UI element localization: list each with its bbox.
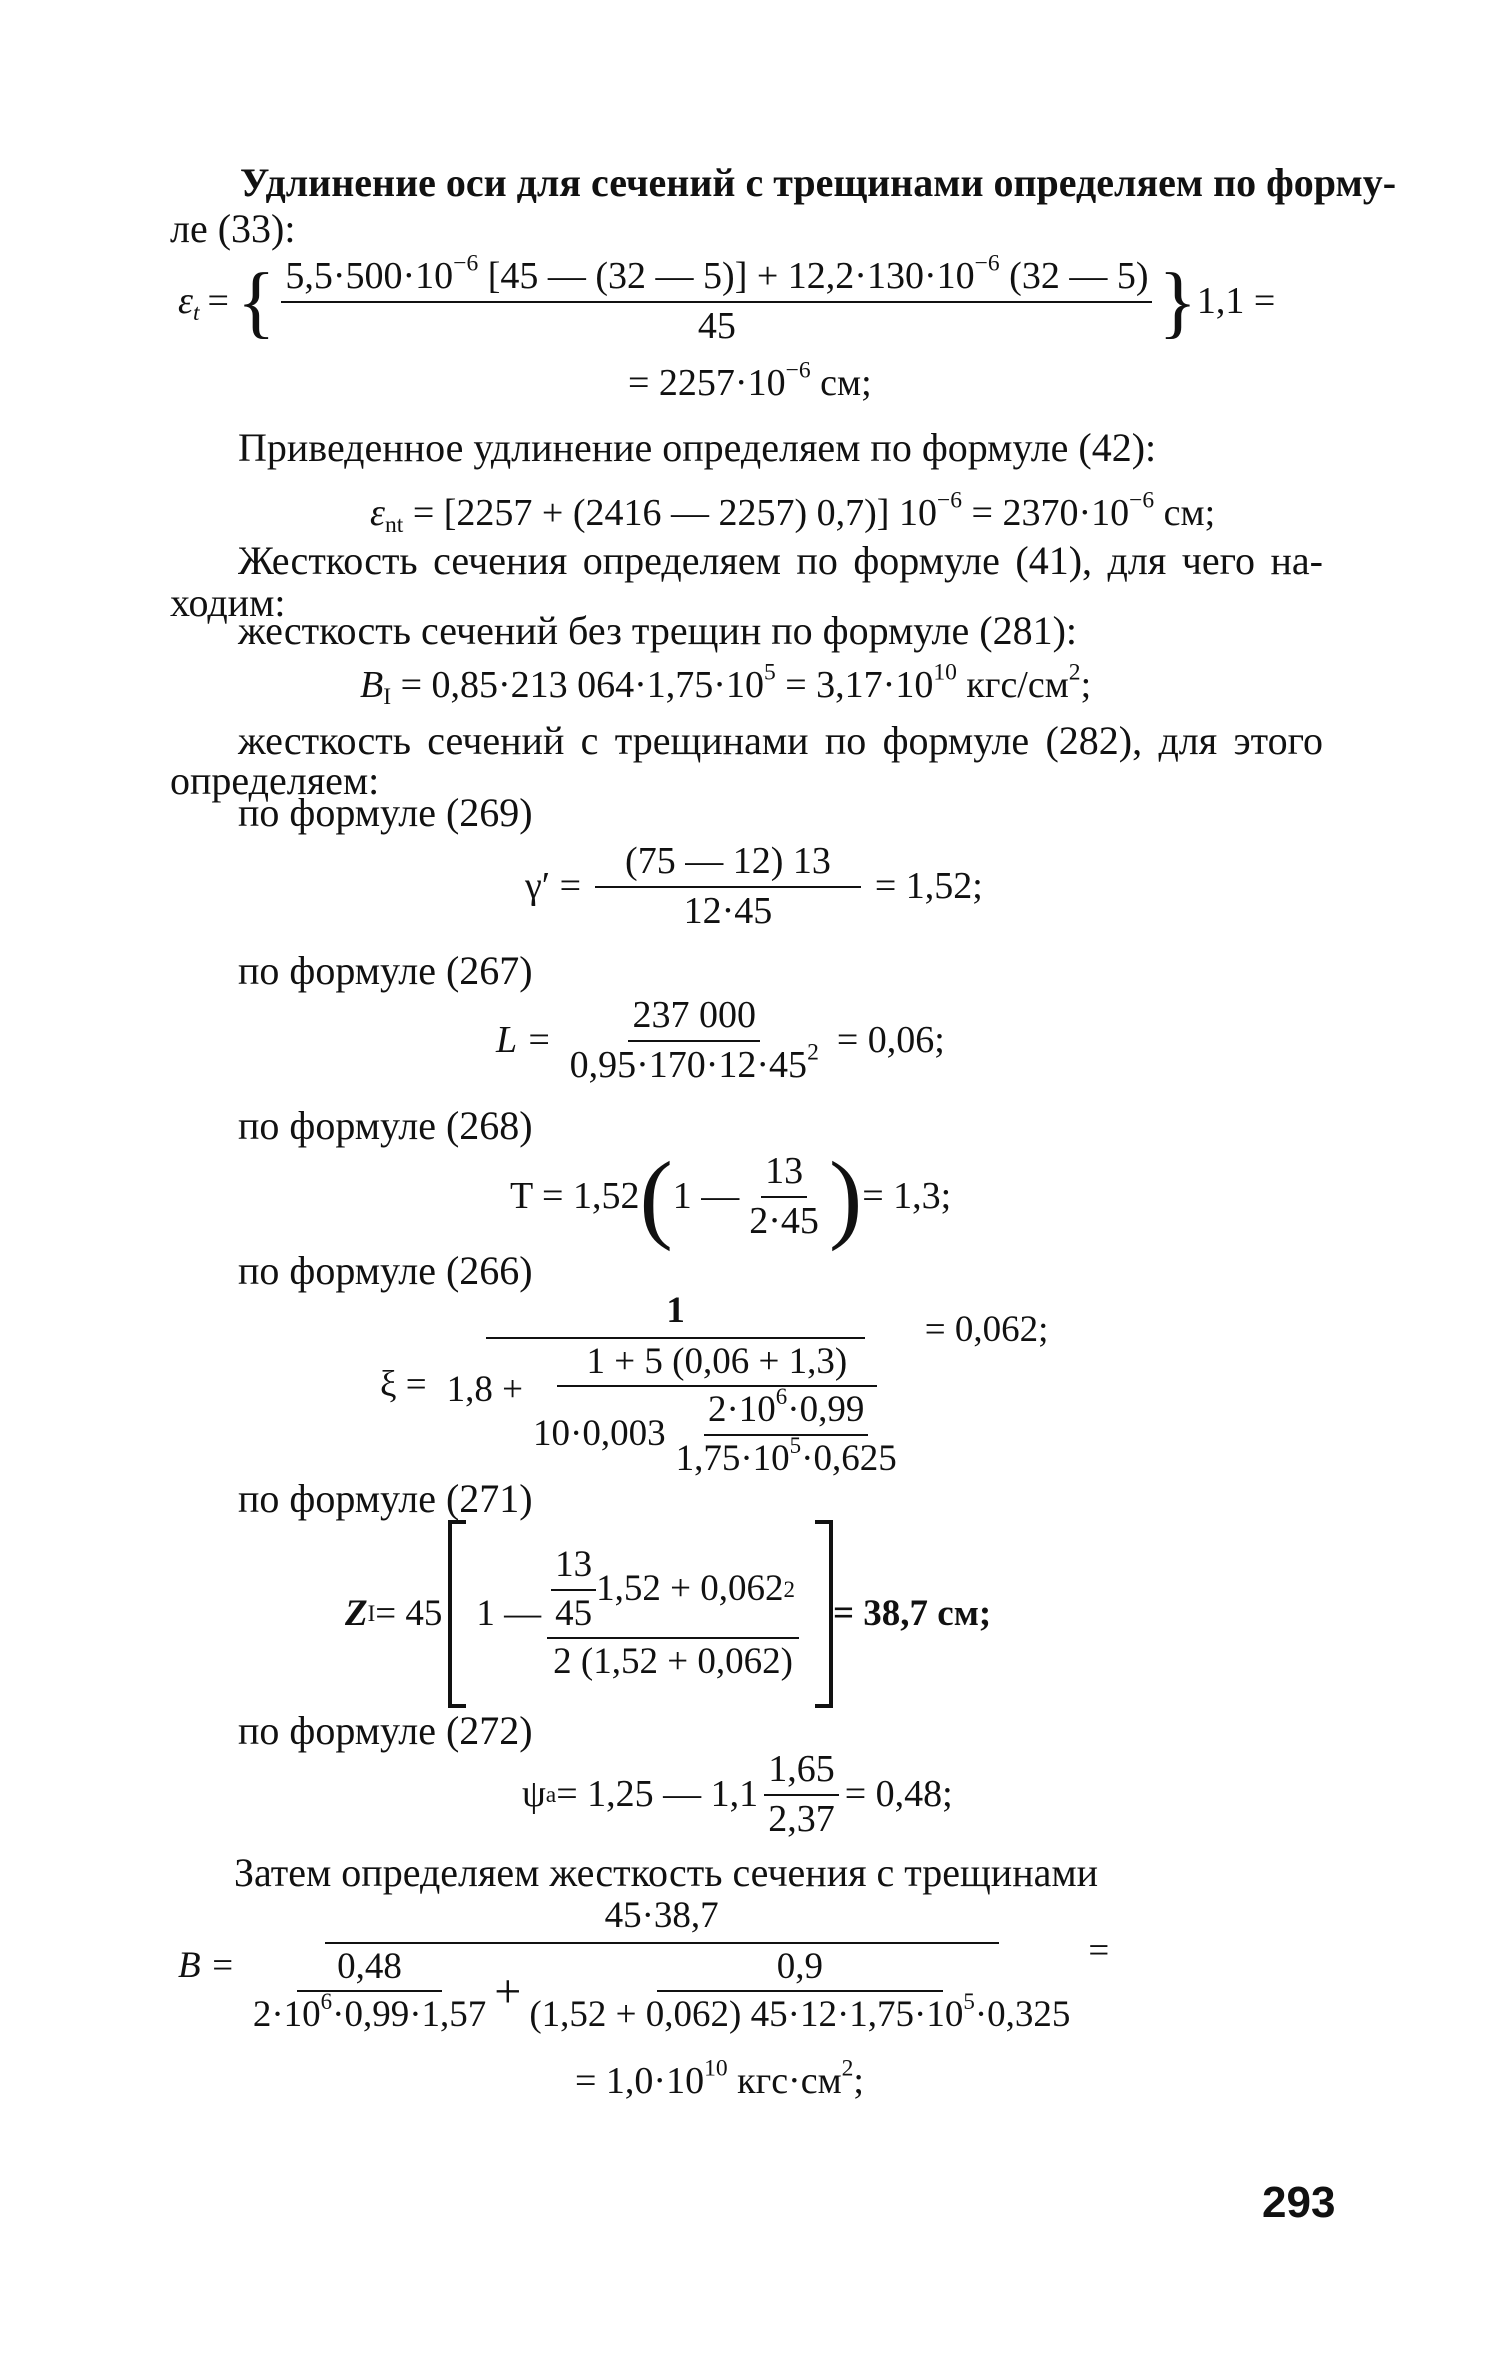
equation-T: T = 1,52 ( 1 — $\frac{13}{2\cdot 45}$ ) = 1,3; — [510, 1140, 952, 1252]
equation-xi: ξ = 1 1,8 + 1 + 5 (0,06 + 1,3) 10·0,003 $\frac{2\cdot 10^6\cdot 0,99}{1,75\cdot 10^5\cdot 0,625}$ = 0,062; — [380, 1290, 1049, 1479]
paragraph-stiffness-no-cracks: жесткость сечений без трещин по формуле (281): — [238, 608, 1078, 653]
eq-tail: 1,1 = — [1196, 279, 1276, 322]
page-number: 293 — [1262, 2178, 1336, 2227]
numerator: $5,5\cdot 500\cdot 10^{-6}$ [45 — (32 — $5)] + 12,2\cdot 130\cdot 10^{-6}$ (32 — 5) — [281, 255, 1152, 303]
text-line: Удлинение оси для сечений с трещинами определяем по форму- — [240, 160, 1397, 205]
numerator: 1 — [486, 1290, 865, 1339]
numerator: 13 — [761, 1150, 807, 1198]
bracket-left — [448, 1520, 466, 1708]
label-formula-271: по формуле (271) — [238, 1476, 533, 1521]
inner-numerator: 1 + 5 (0,06 + 1,3) — [557, 1341, 878, 1388]
equation-Z: Z I = 45 1 — $\frac{13}{45}$ 1,52 + 0,062 2 2 (1,52 + 0,062) = 38,7 см; — [345, 1520, 991, 1708]
label-formula-267: по формуле (267) — [238, 948, 533, 993]
equation-reduced-elongation: $\varepsilon_{nt} = [2257 + (2416$ — 2257) 0,7)] $10^{-6} = 2370\cdot 10^{-6}$ см; — [370, 487, 1216, 539]
paren-left: ( — [639, 1140, 673, 1252]
denominator: 2 (1,52 + 0,062) — [553, 1641, 793, 1683]
fraction — [281, 250, 1152, 348]
term-b: $\frac{0,9}{(1,52 + 0,062) 45\cdot 12\cdot 1,75\cdot 10^5\cdot 0,325}$ — [529, 1945, 1071, 2036]
equation-elongation — [178, 250, 1276, 348]
paragraph-reduced-elongation: Приведенное удлинение определяем по формуле (42): — [238, 425, 1157, 470]
fraction — [745, 1150, 823, 1243]
eq-symbol: $\varepsilon_t$ — [178, 279, 200, 326]
paragraph-axis-elongation — [240, 160, 1397, 206]
equation-B: B = 45·38,7 $\frac{0,48}{2\cdot 10^6\cdot 0,99\cdot 1,57}$ + $\frac{0,9}{(1,52 + 0,062) 45\cdot 12\cdot 1,75\cdot 10^5\cdot 0,325}$ = — [178, 1895, 1110, 2036]
numerator: (75 — 12) 13 — [595, 840, 861, 888]
denominator: 1,8 + 1 + 5 (0,06 + 1,3) 10·0,003 $\frac{2\cdot 10^6\cdot 0,99}{1,75\cdot 10^5\cdot 0,625}$ — [443, 1339, 909, 1481]
equation-stiffness-no-cracks: $B_I = 0,85\cdot 213$ $064\cdot 1,75\cdot 10^5 = 3,17\cdot 10^{10}$ кгс/$см^2$; — [360, 659, 1092, 711]
denominator: 2·45 — [749, 1199, 819, 1242]
paragraph-stiffness-cracks-cont: определяем: — [170, 758, 380, 803]
denominator: $0,95\cdot 170\cdot 12\cdot 45^2$ — [569, 1039, 819, 1086]
paragraph-stiffness-cont: ходим: — [170, 580, 286, 625]
equation-gamma: γ′ = $\frac{(75 — 12) 13}{12\cdot 45}$ = 1,52; — [525, 840, 983, 932]
numerator: 45·38,7 — [325, 1895, 999, 1944]
equation-B-result: = $1,0\cdot 10^{10}$ $кгс\cdot см^2$; — [575, 2055, 864, 2102]
bracket-right — [815, 1520, 833, 1708]
equation-elongation-result: = $2257\cdot 10^{-6}$ см; — [628, 357, 872, 404]
innermost-numerator: $2\cdot 10^6\cdot 0,99$ — [704, 1389, 868, 1436]
paragraph-axis-elongation-cont — [170, 206, 295, 252]
label-formula-266: по формуле (266) — [238, 1248, 533, 1293]
label-formula-272: по формуле (272) — [238, 1708, 533, 1753]
denominator: 2,37 — [768, 1797, 835, 1840]
denominator: $\frac{0,48}{2\cdot 10^6\cdot 0,99\cdot 1,57}$ + $\frac{0,9}{(1,52 + 0,062) 45\cdot 12\cdot 1,75\cdot 10^5\cdot 0,325}$ — [245, 1944, 1079, 2037]
innermost-denominator: $1,75\cdot 10^5\cdot 0,625$ — [675, 1432, 897, 1479]
paren-right: ) — [828, 1140, 863, 1252]
denominator: 12·45 — [683, 889, 773, 932]
numerator: $\frac{13}{45}$ 1,52 + 0,062 2 — [547, 1544, 799, 1639]
label-formula-268: по формуле (268) — [238, 1103, 533, 1148]
equation-psi: ψ a = 1,25 — 1,1 $\frac{1,65}{2,37}$ = 0,48; — [522, 1748, 953, 1840]
fraction — [547, 1544, 799, 1684]
paragraph-stiffness: Жесткость сечения определяем по формуле (41), для чего на- — [238, 538, 1323, 583]
paragraph-then-stiffness: Затем определяем жесткость сечения с трещинами — [234, 1850, 1099, 1895]
term-a: $\frac{0,48}{2\cdot 10^6\cdot 0,99\cdot 1,57}$ — [252, 1945, 487, 2036]
inner-fraction — [529, 1341, 905, 1481]
fraction — [245, 1895, 1079, 2037]
inner-fraction: $\frac{13}{45}$ — [551, 1544, 596, 1635]
brace-right: } — [1158, 257, 1197, 346]
fraction — [566, 994, 823, 1087]
eq-equals: = — [207, 279, 229, 322]
text-line: ле (33): — [170, 206, 296, 251]
label-formula-269: по формуле (269) — [238, 790, 533, 835]
numerator: 237 000 — [628, 994, 760, 1042]
inner-denominator: 10·0,003 $\frac{2\cdot 10^6\cdot 0,99}{1,75\cdot 10^5\cdot 0,625}$ — [529, 1387, 905, 1480]
fraction — [764, 1748, 839, 1841]
innermost-fraction — [672, 1383, 901, 1480]
fraction — [595, 840, 861, 933]
denominator: 45 — [697, 304, 736, 347]
brace-left: { — [236, 257, 276, 346]
numerator: 1,65 — [764, 1748, 839, 1796]
equation-L: L = $\frac{237 000}{0,95\cdot 170\cdot 12\cdot 45^2}$ = 0,06; — [496, 994, 945, 1086]
paragraph-stiffness-cracks: жесткость сечений с трещинами по формуле (282), для этого — [238, 718, 1323, 763]
fraction — [443, 1290, 909, 1480]
